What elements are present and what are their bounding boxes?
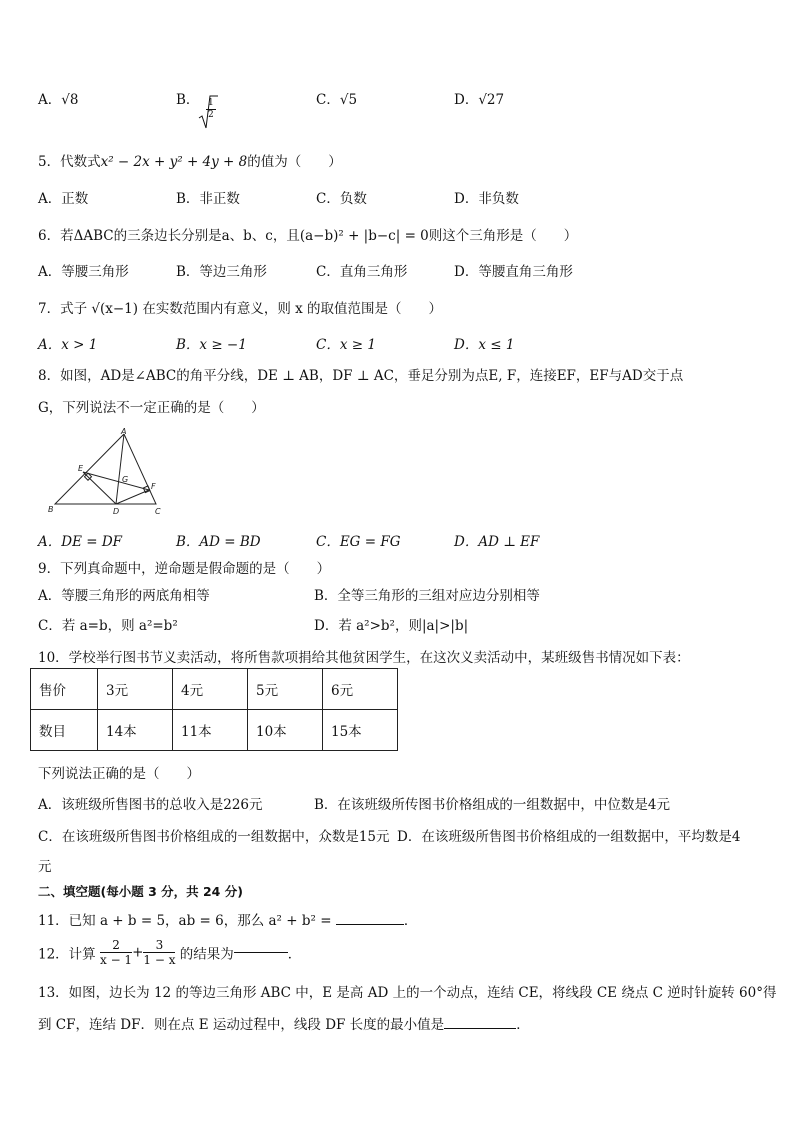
q8-option-b: B．AD = BD xyxy=(176,534,261,550)
q9-option-b: B．全等三角形的三组对应边分别相等 xyxy=(314,588,540,604)
q12-stem xyxy=(38,938,301,967)
q4-option-a xyxy=(38,88,78,108)
label-b: B xyxy=(48,505,54,514)
q12-fraction-1 xyxy=(100,938,132,967)
q4-option-b-den: 2 xyxy=(208,110,214,120)
segment-ad xyxy=(116,434,124,504)
q4-option-d-label: D． xyxy=(454,92,479,108)
section-heading: 二、填空题(每小题 3 分，共 24 分) xyxy=(38,884,243,899)
q12-den2: 1 − x xyxy=(143,953,176,967)
label-d: D xyxy=(113,507,120,516)
table-row-count xyxy=(31,710,398,751)
q5-expression: x² − 2x + y² + 4y + 8 xyxy=(100,154,248,170)
q12-prefix: 12．计算 xyxy=(38,946,96,963)
q9-option-d: D．若 a²>b²，则|a|>|b| xyxy=(314,618,469,634)
table-cell: 数目 xyxy=(31,710,98,751)
q4-option-d xyxy=(454,88,504,108)
label-f: F xyxy=(151,482,156,491)
q10-option-a: A．该班级所售图书的总收入是226元 xyxy=(38,797,263,813)
q8-option-d: D．AD ⊥ EF xyxy=(454,534,540,550)
q6-option-c: C．直角三角形 xyxy=(316,264,408,280)
q8-stem-line2: G，下列说法不一定正确的是（ ） xyxy=(38,400,265,416)
q10-option-d-wrap: 元 xyxy=(38,859,52,875)
q9-option-a: A．等腰三角形的两底角相等 xyxy=(38,588,210,604)
q5-option-d: D．非负数 xyxy=(454,191,519,207)
q5-stem-suffix: 的值为（ ） xyxy=(247,154,342,170)
table-cell: 11本 xyxy=(173,710,248,751)
label-a: A xyxy=(121,428,127,436)
q5-option-a: A．正数 xyxy=(38,191,89,207)
q6-stem: 6．若ΔABC的三条边长分别是a、b、c，且(a−b)² + |b−c| = 0则这个三角形是（ ） xyxy=(38,228,578,244)
q10-option-b: B．在该班级所传图书价格组成的一组数据中，中位数是4元 xyxy=(314,797,671,813)
q4-option-c xyxy=(316,88,357,108)
q12-suffix: 的结果为 xyxy=(179,946,234,963)
q8-stem-line1: 8．如图，AD是∠ABC的角平分线，DE ⊥ AB，DF ⊥ AC，垂足分别为点E, F，连接EF，EF与AD交于点 xyxy=(38,368,684,384)
q9-option-c: C．若 a=b，则 a²=b² xyxy=(38,618,178,634)
table-cell: 10本 xyxy=(248,710,323,751)
table-row-price xyxy=(31,669,398,710)
q12-answer-blank[interactable] xyxy=(234,952,288,953)
table-cell: 3元 xyxy=(98,669,173,710)
q7-option-b: B．x ≥ −1 xyxy=(176,337,247,353)
segment-df xyxy=(116,490,149,504)
q5-stem-prefix: 5．代数式 xyxy=(38,154,101,170)
q9-stem: 9．下列真命题中，逆命题是假命题的是（ ） xyxy=(38,561,331,577)
q10-prompt: 下列说法正确的是（ ） xyxy=(38,766,200,782)
q10-option-d: D．在该班级所售图书价格组成的一组数据中，平均数是4 xyxy=(397,829,741,845)
q12-end: ． xyxy=(287,946,302,963)
q11-stem-text: 11．已知 a + b = 5，ab = 6，那么 a² + b² = xyxy=(38,913,332,929)
q6-option-b: B．等边三角形 xyxy=(176,264,267,280)
q6-option-d: D．等腰直角三角形 xyxy=(454,264,573,280)
table-cell: 6元 xyxy=(323,669,398,710)
q5-stem xyxy=(38,150,342,170)
q13-end: ． xyxy=(516,1017,530,1033)
table-cell: 15本 xyxy=(323,710,398,751)
q10-stem: 10．学校举行图书节义卖活动，将所售款项捐给其他贫困学生，在这次义卖活动中，某班级售书情况如下表： xyxy=(38,650,690,666)
table-cell: 售价 xyxy=(31,669,98,710)
q13-answer-blank[interactable] xyxy=(444,1028,516,1029)
table-cell: 5元 xyxy=(248,669,323,710)
q4-option-a-label: A． xyxy=(38,92,62,108)
q5-option-c: C．负数 xyxy=(316,191,367,207)
q12-den1: x − 1 xyxy=(99,953,133,967)
label-g: G xyxy=(122,475,129,484)
q7-stem: 7．式子 √(x−1) 在实数范围内有意义，则 x 的取值范围是（ ） xyxy=(38,301,443,317)
q7-option-c: C．x ≥ 1 xyxy=(316,337,376,353)
label-c: C xyxy=(155,507,161,516)
q13-line2-text: 到 CF，连结 DF．则在点 E 运动过程中，线段 DF 长度的最小值是 xyxy=(38,1017,445,1033)
q4-option-c-label: C． xyxy=(316,92,340,108)
q8-triangle-figure xyxy=(44,428,169,518)
q8-option-a: A．DE = DF xyxy=(38,534,123,550)
q12-num1: 2 xyxy=(100,938,132,953)
q11-end: ． xyxy=(403,913,418,929)
q13-line2 xyxy=(38,1013,530,1033)
q12-num2: 3 xyxy=(143,938,175,953)
q11-stem xyxy=(38,909,417,929)
q4-option-d-expr: √27 xyxy=(478,92,505,108)
q4-option-b-label: B． xyxy=(176,92,200,108)
q4-option-b-fraction xyxy=(206,98,216,121)
label-e: E xyxy=(78,464,84,473)
q4-option-a-expr: √8 xyxy=(61,92,79,108)
table-cell: 4元 xyxy=(173,669,248,710)
q5-option-b: B．非正数 xyxy=(176,191,240,207)
q4-option-b-num: 1 xyxy=(208,98,214,108)
q8-option-c: C．EG = FG xyxy=(316,534,401,550)
sales-table xyxy=(30,668,398,751)
q4-option-b xyxy=(176,88,214,120)
q11-answer-blank[interactable] xyxy=(336,924,404,925)
table-cell: 14本 xyxy=(98,710,173,751)
q6-option-a: A．等腰三角形 xyxy=(38,264,129,280)
q4-option-b-radical xyxy=(198,94,218,134)
q13-line1: 13．如图，边长为 12 的等边三角形 ABC 中，E 是高 AD 上的一个动点，连结 CE，将线段 CE 绕点 C 逆时针旋转 60°得 xyxy=(38,985,777,1001)
q7-option-a: A．x > 1 xyxy=(38,337,98,353)
q4-option-c-expr: √5 xyxy=(339,92,358,108)
q10-option-c: C．在该班级所售图书价格组成的一组数据中，众数是15元 xyxy=(38,829,390,845)
q7-option-d: D．x ≤ 1 xyxy=(454,337,515,353)
q12-fraction-2 xyxy=(143,938,175,967)
q12-plus: + xyxy=(132,944,144,961)
